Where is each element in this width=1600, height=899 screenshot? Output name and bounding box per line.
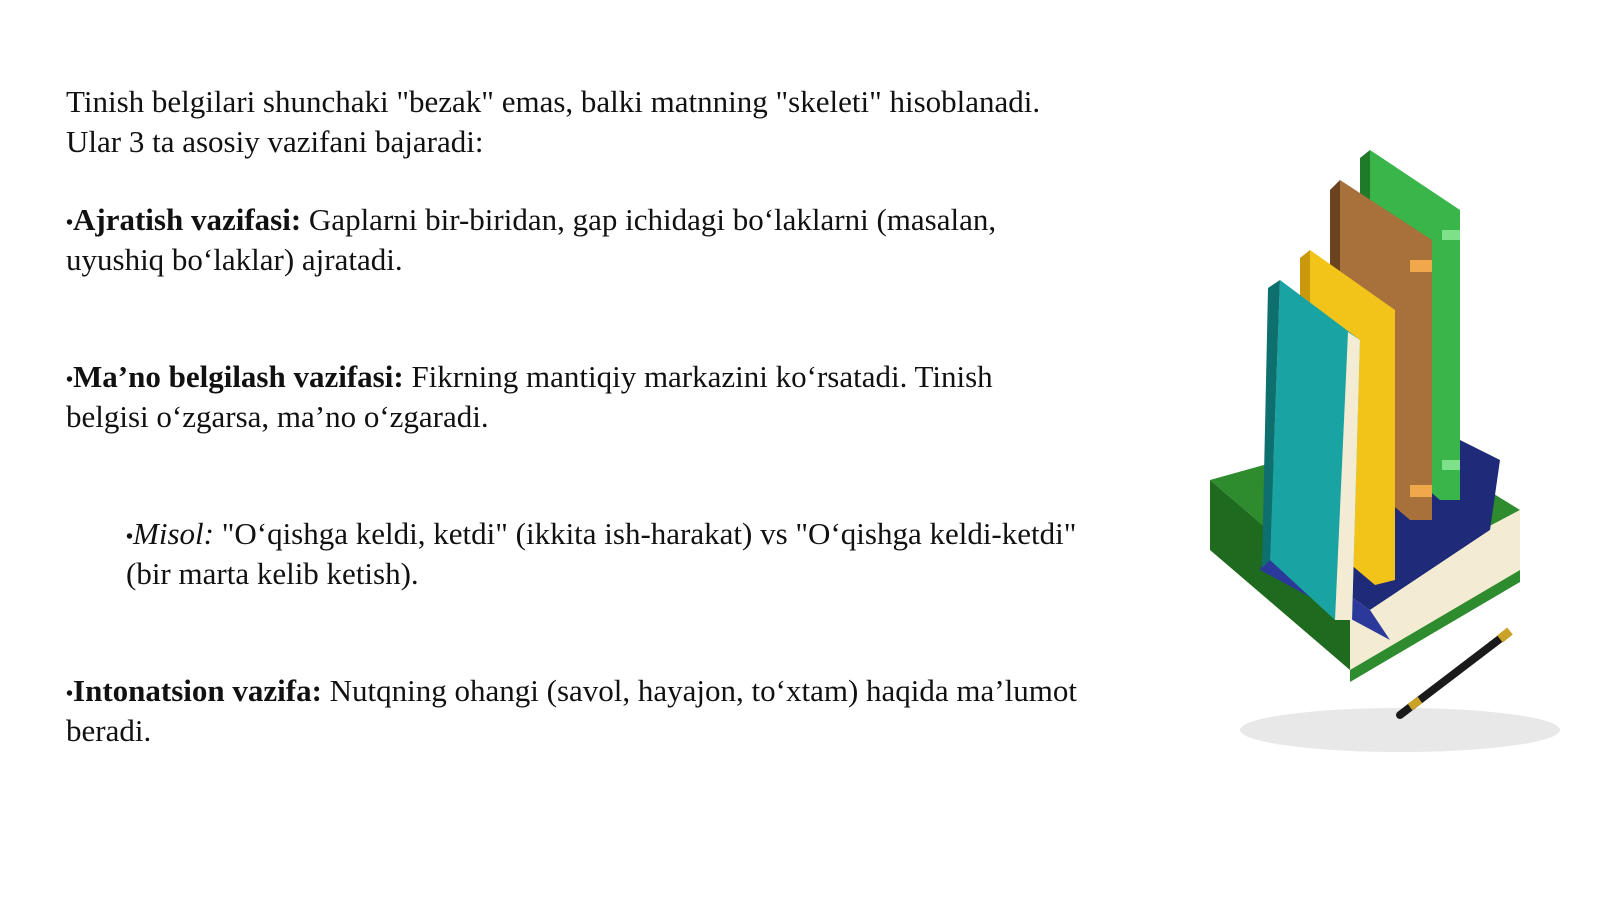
bullet-icon: • — [126, 526, 134, 548]
bullet-intonatsion — [66, 671, 1186, 751]
books-stack-icon — [1210, 130, 1580, 770]
intro-line-2: Ular 3 ta asosiy vazifani bajaradi: — [66, 124, 484, 159]
bullet-ajratish — [66, 200, 1176, 280]
bullet-text: Nutqning ohangi (savol, hayajon, to‘xtam) haqida ma’lumot — [321, 673, 1077, 708]
bullet-title: Misol: — [133, 516, 214, 551]
bullet-text: Gaplarni bir-biridan, gap ichidagi bo‘laklarni (masalan, — [301, 202, 997, 237]
bullet-icon: • — [66, 683, 74, 705]
bullet-title: Intonatsion vazifa: — [73, 673, 322, 708]
bullet-text: Fikrning mantiqiy markazini ko‘rsatadi. Tinish — [403, 359, 993, 394]
bullet-text-cont: belgisi o‘zgarsa, ma’no o‘zgaradi. — [66, 399, 489, 434]
bullet-text-cont: (bir marta kelib ketish). — [126, 556, 419, 591]
bullet-text: "O‘qishga keldi, ketdi" (ikkita ish-harakat) vs "O‘qishga keldi-ketdi" — [213, 516, 1077, 551]
bullet-misol — [126, 514, 1186, 594]
bullet-mano — [66, 357, 1176, 437]
bullet-icon: • — [66, 212, 74, 234]
bullet-title: Ma’no belgilash vazifasi: — [73, 359, 404, 394]
bullet-text-cont: beradi. — [66, 713, 152, 748]
bullet-title: Ajratish vazifasi: — [73, 202, 302, 237]
bullet-text-cont: uyushiq bo‘laklar) ajratadi. — [66, 242, 403, 277]
slide-body — [66, 82, 1176, 162]
intro-line-1: Tinish belgilari shunchaki "bezak" emas, balki matnning "skeleti" hisoblanadi. — [66, 84, 1041, 119]
bullet-icon: • — [66, 369, 74, 391]
